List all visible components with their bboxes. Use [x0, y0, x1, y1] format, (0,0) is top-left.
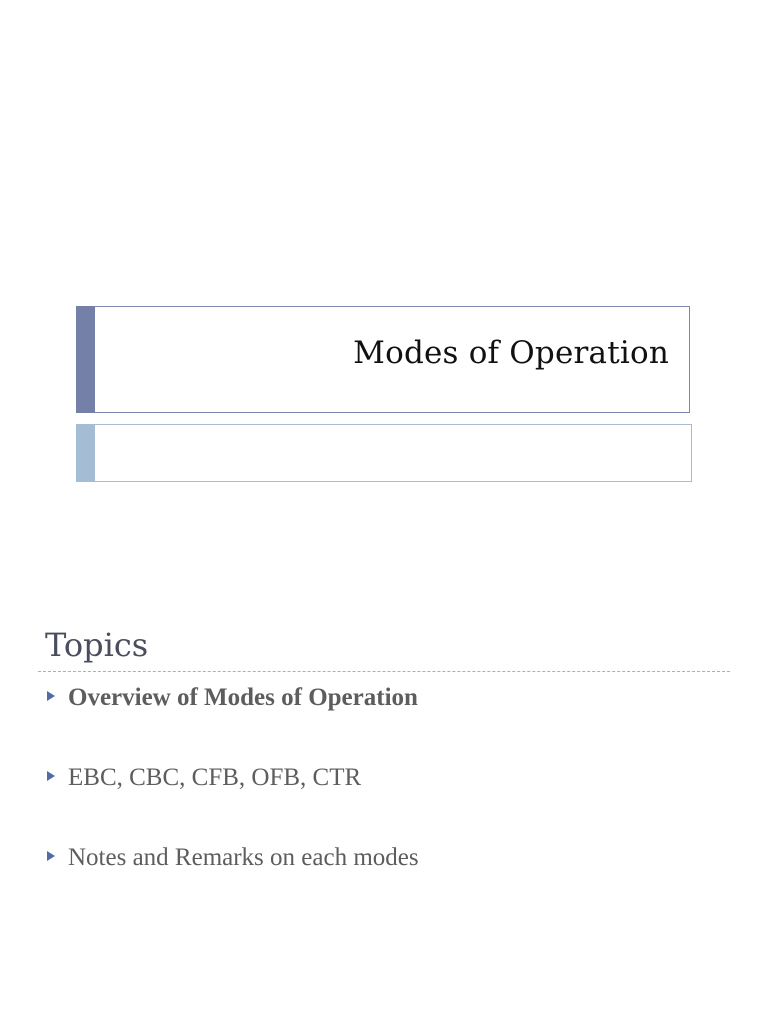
heading-divider — [38, 671, 730, 672]
slide-title: Modes of Operation — [353, 335, 669, 371]
title-accent-bar — [76, 306, 95, 413]
list-item — [44, 844, 734, 924]
list-item-label: Notes and Remarks on each modes — [68, 844, 419, 871]
topics-slide — [0, 576, 768, 1024]
triangle-bullet-icon — [47, 851, 55, 861]
topics-list — [44, 684, 734, 924]
list-item-label: EBC, CBC, CFB, OFB, CTR — [68, 764, 362, 791]
triangle-bullet-icon — [47, 691, 55, 701]
triangle-bullet-icon — [47, 771, 55, 781]
list-item — [44, 684, 734, 764]
list-item — [44, 764, 734, 844]
subtitle-box — [76, 424, 692, 482]
subtitle-accent-bar — [76, 424, 95, 482]
title-box — [76, 306, 690, 413]
topics-heading: Topics — [45, 626, 149, 664]
list-item-label: Overview of Modes of Operation — [68, 684, 418, 711]
